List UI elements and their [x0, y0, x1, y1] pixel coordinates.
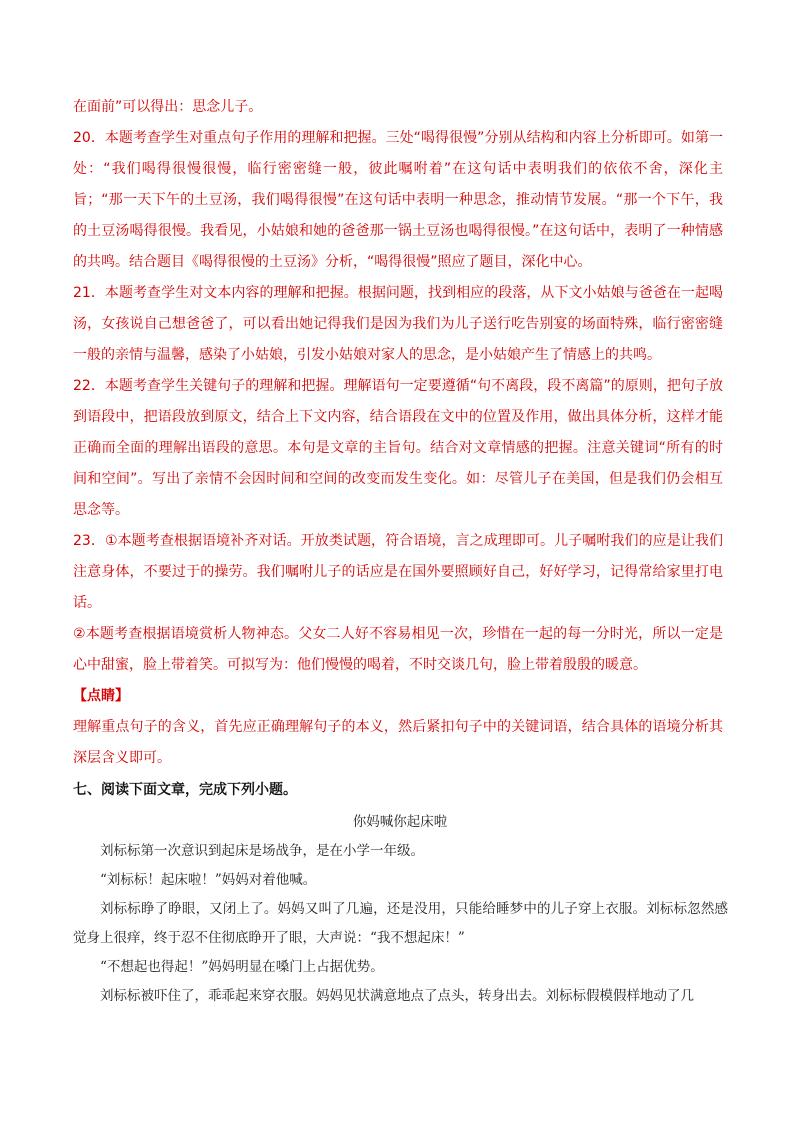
- answer-22: 22．本题考查学生关键句子的理解和把握。理解语句一定要遵循“句不离段，段不离篇”的原则，把句子放到语段中，把语段放到原文，结合上下文内容，结合语段在文中的位置及作用，做出具体分析，这样才能正确而全面的理解出语段的意思。本句是文章的主旨句。结合对文章情感的把握。注意关键词“所有的时间和空间”。写出了亲情不会因时间和空间的改变而发生变化。如：尽管儿子在美国，但是我们仍会相互思念等。: [73, 378, 723, 518]
- answer-23-part-2: ②本题考查根据语境赏析人物神态。父女二人好不容易相见一次，珍惜在一起的每一分时光，所以一定是心中甜蜜，脸上带着笑。可拟写为：他们慢慢的喝着，不时交谈几句，脸上带着殷殷的暖意。: [73, 626, 723, 673]
- story-paragraph: 刘标标第一次意识到起床是场战争，是在小学一年级。: [100, 843, 424, 859]
- dianjing-label: 【点睛】: [73, 688, 129, 704]
- story-paragraph: “刘标标！起床啦！”妈妈对着他喊。: [100, 872, 317, 888]
- story-paragraph: 刘标标被吓住了，乖乖起来穿衣服。妈妈见状满意地点了点头，转身出去。刘标标假模假样地动了几: [100, 988, 694, 1004]
- story-paragraph: 刘标标睁了睁眼，又闭上了。妈妈又叫了几遍，还是没用，只能给睡梦中的儿子穿上衣服。刘标标忽然感觉身上很痒，终于忍不住彻底睁开了眼，大声说：“我不想起床！”: [73, 901, 728, 946]
- answer-explanations: [73, 92, 723, 774]
- story-title: 你妈喊你起床啦: [352, 814, 448, 830]
- answer-21: 21．本题考查学生对文本内容的理解和把握。根据问题，找到相应的段落，从下文小姑娘与爸爸在一起喝汤，女孩说自己想爸爸了，可以看出她记得我们是因为我们为儿子送行吃告别宴的场面特殊，临行密密缝一般的亲情与温馨，感染了小姑娘，引发小姑娘对家人的思念，是小姑娘产生了情感上的共鸣。: [73, 285, 723, 363]
- section-heading: 七、阅读下面文章，完成下列小题。: [73, 782, 297, 798]
- story-body: [73, 837, 728, 1011]
- answer-20: 20．本题考查学生对重点句子作用的理解和把握。三处“喝得很慢”分别从结构和内容上分析即可。如第一处：“我们喝得很慢很慢，临行密密缝一般，彼此嘱咐着”在这句话中表明我们的依依不舍，深化主旨；“那一天下午的土豆汤，我们喝得很慢”在这句话中表明一种思念，推动情节发展。“那一个下午，我的土豆汤喝得很慢。我看见，小姑娘和她的爸爸那一锅土豆汤也喝得很慢。”在这句话中，表明了一种情感的共鸣。结合题目《喝得很慢的土豆汤》分析，“喝得很慢”照应了题目，深化中心。: [73, 130, 723, 270]
- dianjing-text: 理解重点句子的含义，首先应正确理解句子的本义，然后紧扣句子中的关键词语，结合具体的语境分析其深层含义即可。: [73, 719, 723, 766]
- answer-23-part-1: 23．①本题考查根据语境补齐对话。开放类试题，符合语境，言之成理即可。儿子嘱咐我们的应是让我们注意身体，不要过于的操劳。我们嘱咐儿子的话应是在国外要照顾好自己，好好学习，记得常给家里打电话。: [73, 533, 723, 611]
- story-paragraph: “不想起也得起！”妈妈明显在嗓门上占据优势。: [100, 959, 384, 975]
- answer-19-tail: 在面前”可以得出：思念儿子。: [73, 99, 263, 115]
